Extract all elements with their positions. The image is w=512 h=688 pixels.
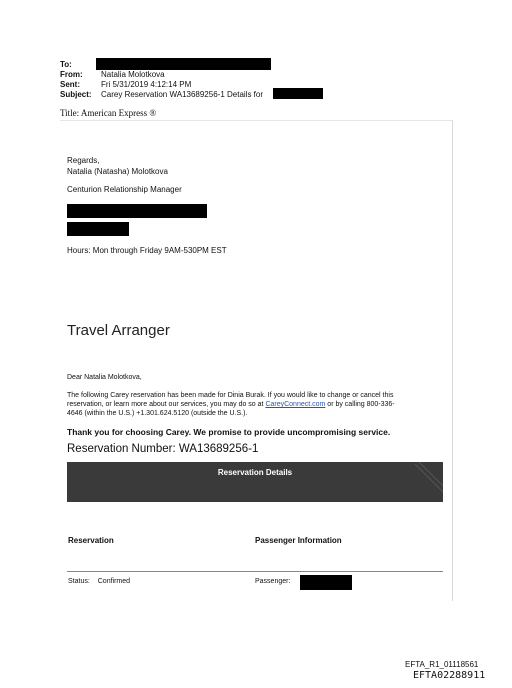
bates-stamp-1: EFTA_R1_01118561	[405, 660, 479, 669]
subject-label: Subject:	[60, 90, 92, 99]
body-line-2	[67, 400, 443, 409]
passenger-column-header: Passenger Information	[255, 536, 342, 545]
to-label: To:	[60, 60, 72, 69]
redaction-subject	[273, 88, 323, 99]
title-line: Title: American Express ®	[60, 108, 157, 118]
hours-text: Hours: Mon through Friday 9AM-530PM EST	[67, 246, 227, 255]
passenger-label: Passenger:	[255, 578, 291, 585]
banner-title: Reservation Details	[217, 468, 293, 477]
signature-name: Natalia (Natasha) Molotkova	[67, 167, 168, 176]
body-line-2-post: or by calling 800-336-	[325, 401, 395, 408]
sent-label: Sent:	[60, 80, 80, 89]
status-row	[68, 578, 130, 585]
subject-value: Carey Reservation WA13689256-1 Details for	[101, 90, 264, 99]
body-line-1: The following Carey reservation has been made for Dinia Burak. If you would like to change or cancel this	[67, 392, 394, 399]
signature-block	[67, 155, 168, 177]
signature-role: Centurion Relationship Manager	[67, 185, 182, 194]
body-line-3: 4646 (within the U.S.) +1.301.624.5120 (outside the U.S.).	[67, 410, 248, 417]
status-label: Status:	[68, 578, 90, 585]
greeting-text: Dear Natalia Molotkova,	[67, 374, 142, 381]
status-value: Confirmed	[97, 578, 131, 585]
redaction-contact-1	[67, 204, 207, 218]
bates-stamp-2: EFTA02288911	[413, 670, 486, 681]
from-label: From:	[60, 70, 83, 79]
from-value: Natalia Molotkova	[101, 70, 165, 79]
redaction-contact-2	[67, 222, 129, 236]
table-divider	[67, 571, 443, 572]
regards-text: Regards,	[67, 156, 100, 165]
reservation-column-header: Reservation	[68, 536, 114, 545]
redaction-to	[96, 58, 271, 70]
body-line-2-pre: reservation, or learn more about our services, you may do so at	[67, 401, 266, 408]
banner-corner-decoration	[415, 462, 443, 502]
reservation-number: Reservation Number: WA13689256-1	[67, 443, 259, 455]
carey-connect-link[interactable]: CareyConnect.com	[265, 401, 326, 408]
thanks-text: Thank you for choosing Carey. We promise to provide uncompromising service.	[67, 427, 391, 437]
reservation-details-banner	[67, 462, 443, 502]
redaction-passenger	[300, 575, 352, 590]
body-paragraph	[67, 391, 443, 418]
sent-value: Fri 5/31/2019 4:12:14 PM	[101, 80, 192, 89]
email-heading: Travel Arranger	[67, 322, 170, 339]
